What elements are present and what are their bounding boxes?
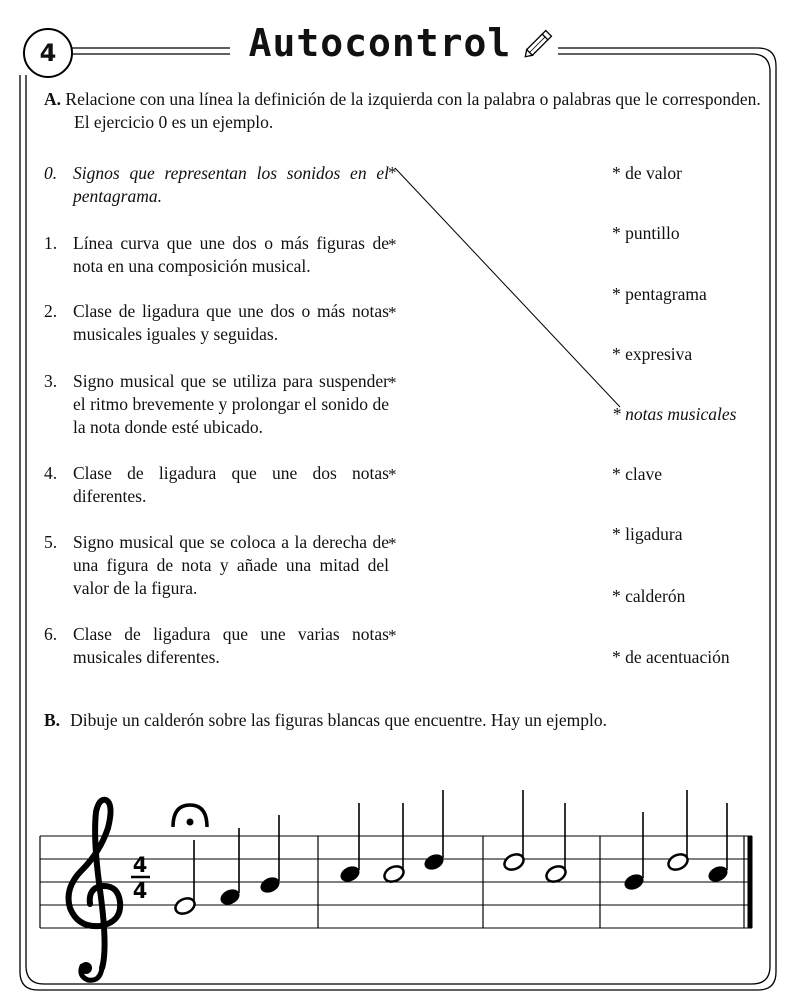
part-a-text: Relacione con una línea la definición de la izquierda con la palabra o palabras que le corresponden. El ejercicio 0 es un ejemplo. <box>65 89 761 132</box>
connector-star-1[interactable]: * <box>388 235 397 254</box>
item-number: 5. <box>44 532 58 552</box>
item-number: 3. <box>44 371 58 391</box>
definition-item-5 <box>44 531 389 600</box>
item-text: Clase de ligadura que une dos o más notas musicales iguales y seguidas. <box>73 301 389 344</box>
half-note <box>544 803 568 885</box>
item-number: 6. <box>44 624 58 644</box>
half-note <box>666 790 690 873</box>
definition-item-1 <box>44 232 389 278</box>
page-title: Autocontrol <box>230 18 530 68</box>
option-pentagrama[interactable]: * pentagrama <box>612 284 707 304</box>
music-staff <box>0 760 794 990</box>
item-text: Clase de ligadura que une varias notas musicales diferentes. <box>73 624 389 667</box>
half-note <box>173 840 197 917</box>
item-text: Línea curva que une dos o más figuras de nota en una composición musical. <box>73 233 389 276</box>
quarter-note <box>422 790 446 873</box>
part-b-text: Dibuje un calderón sobre las figuras blancas que encuentre. Hay un ejemplo. <box>70 710 608 730</box>
item-number: 2. <box>44 301 58 321</box>
definition-item-0 <box>44 162 389 208</box>
quarter-note <box>338 803 362 885</box>
half-note <box>382 803 406 885</box>
connector-star-5[interactable]: * <box>388 534 397 553</box>
example-answer-line <box>395 168 620 407</box>
connector-star-6[interactable]: * <box>388 626 397 645</box>
option-ligadura[interactable]: * ligadura <box>612 524 683 544</box>
option-calderon[interactable]: * calderón <box>612 586 686 606</box>
definition-item-3 <box>44 370 389 439</box>
connector-star-2[interactable]: * <box>388 303 397 322</box>
option-de-acentuacion[interactable]: * de acentuación <box>612 647 730 667</box>
treble-clef-icon <box>69 800 121 981</box>
definition-item-4 <box>44 462 389 508</box>
part-b-letter: B. <box>44 710 61 730</box>
time-signature-bottom: 4 <box>132 879 148 903</box>
half-note <box>502 790 526 873</box>
part-b-instruction <box>44 708 607 732</box>
option-notas-musicales[interactable]: * notas musicales <box>612 404 737 424</box>
option-expresiva[interactable]: * expresiva <box>612 344 693 364</box>
option-puntillo[interactable]: * puntillo <box>612 223 680 243</box>
item-number: 1. <box>44 233 58 253</box>
connector-star-4[interactable]: * <box>388 465 397 484</box>
definition-item-6 <box>44 623 389 669</box>
quarter-note <box>218 828 242 908</box>
part-a-letter: A. <box>44 89 62 109</box>
option-clave[interactable]: * clave <box>612 464 663 484</box>
section-number: 4 <box>39 39 57 67</box>
item-text: Clase de ligadura que une dos notas diferentes. <box>73 463 389 506</box>
quarter-note <box>706 803 730 885</box>
item-text: Signo musical que se utiliza para suspender el ritmo brevemente y prolongar el sonido de la nota donde esté ubicado. <box>73 371 389 437</box>
item-number: 4. <box>44 463 58 483</box>
connector-star-0[interactable]: * <box>388 163 397 182</box>
item-number: 0. <box>44 163 58 183</box>
option-de-valor[interactable]: * de valor <box>612 163 682 183</box>
fermata-example-icon <box>173 805 207 827</box>
time-signature-top: 4 <box>132 853 148 877</box>
quarter-note <box>258 815 282 896</box>
quarter-note <box>622 812 646 893</box>
item-text: Signos que representan los sonidos en el pentagrama. <box>73 163 389 206</box>
definition-item-2 <box>44 300 389 346</box>
connector-star-3[interactable]: * <box>388 373 397 392</box>
section-number-badge <box>23 28 73 78</box>
item-text: Signo musical que se coloca a la derecha de una figura de nota y añade una mitad del valor de la figura. <box>73 532 389 598</box>
pencil-icon <box>518 24 558 64</box>
part-a-instruction <box>44 88 764 134</box>
